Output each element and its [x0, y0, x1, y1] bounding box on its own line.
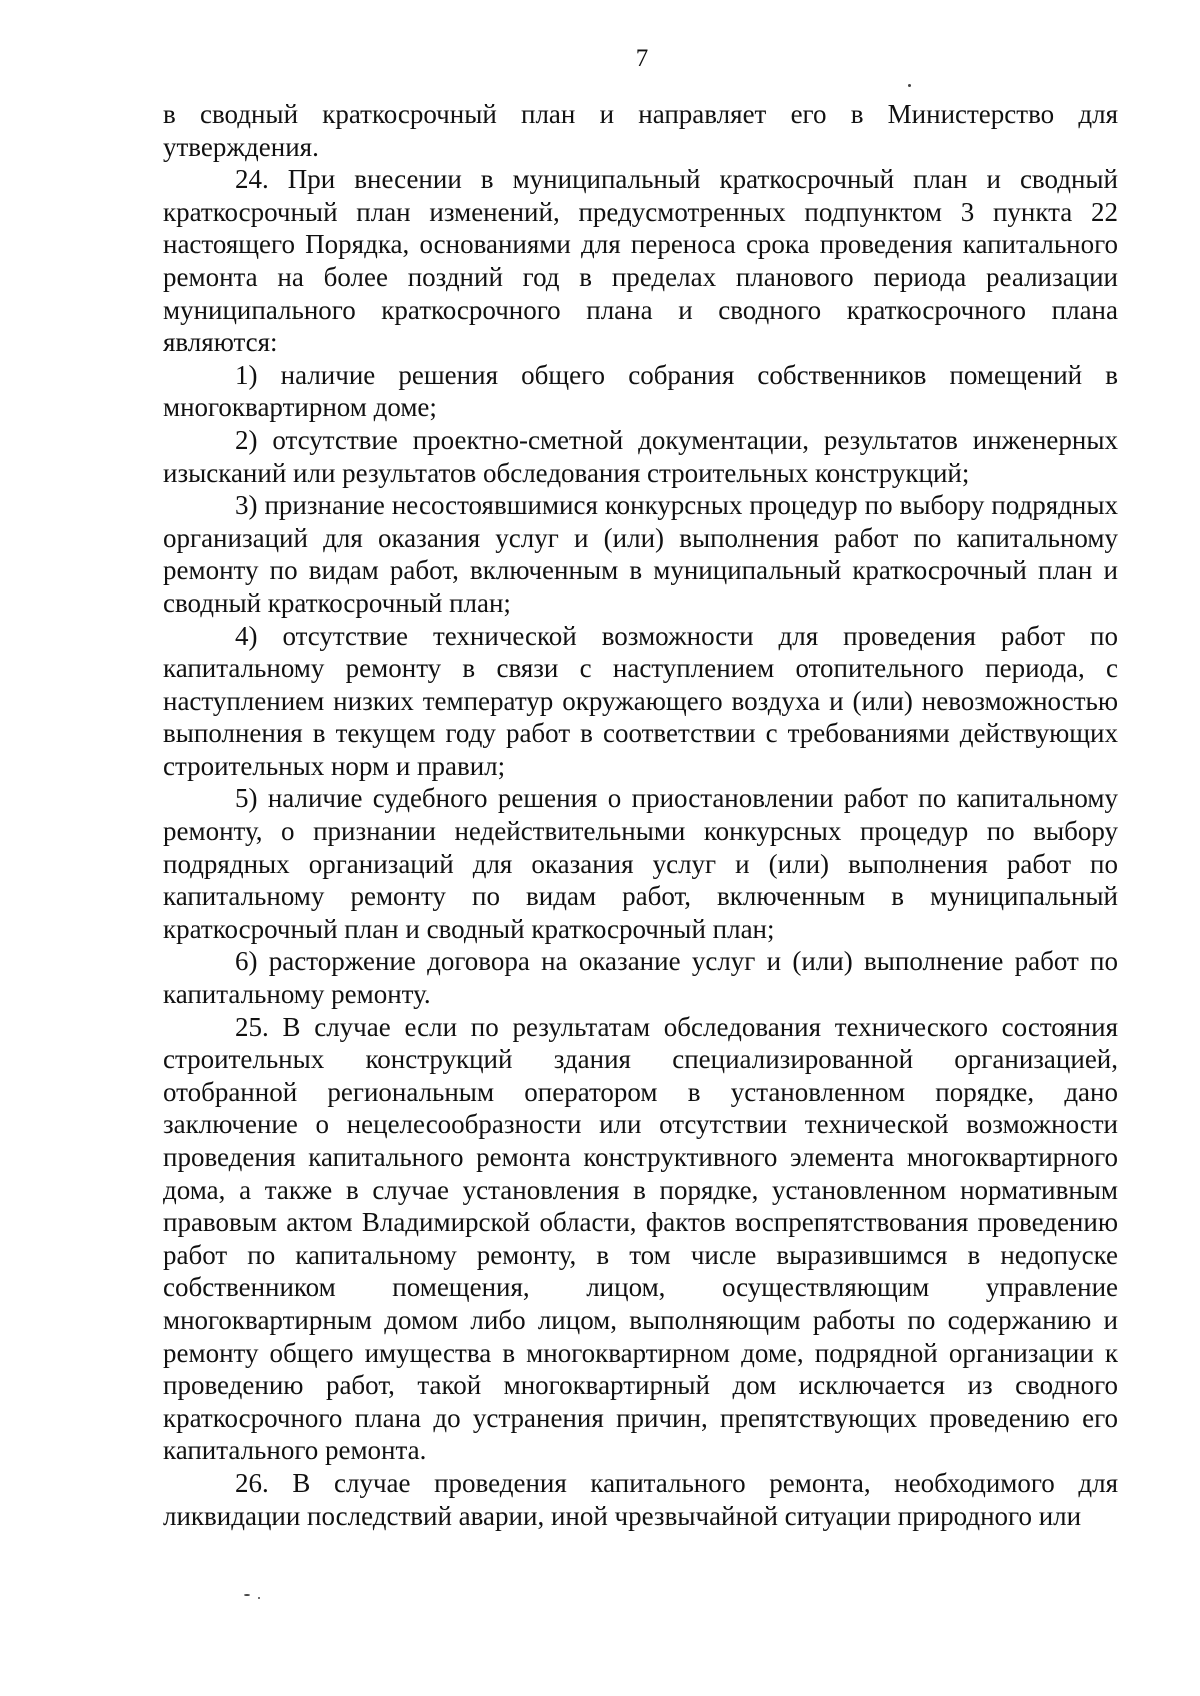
page-number: 7 [635, 45, 649, 72]
list-item-3: 3) признание несостоявшимися конкурсных процедур по выбору подрядных организаций для оказания услуг и (или) выполнения работ по капитальному ремонту по видам работ, включенным в муниципальный краткосрочный план и сводный краткосрочный план; [163, 490, 1118, 618]
scan-speck [244, 1594, 250, 1596]
document-body [163, 98, 1118, 1532]
paragraph-continuation: в сводный краткосрочный план и направляет его в Министерство для утверждения. [163, 99, 1118, 162]
list-item-5: 5) наличие судебного решения о приостановлении работ по капитальному ремонту, о признании недействительными конкурсных процедур по выбору подрядных организаций для оказания услуг и (или) выполнения работ по капитальному ремонту по видам работ, включенным в муниципальный краткосрочный план и сводный краткосрочный план; [163, 783, 1118, 944]
scan-speck [258, 1597, 260, 1599]
paragraph-24: 24. При внесении в муниципальный краткосрочный план и сводный краткосрочный план изменений, предусмотренных подпунктом 3 пункта 22 настоящего Порядка, основаниями для переноса срока проведения капитального ремонта на более поздний год в пределах планового периода реализации муниципального краткосрочного плана и сводного краткосрочного плана являются: [163, 164, 1118, 358]
paragraph-26: 26. В случае проведения капитального ремонта, необходимого для ликвидации последствий аварии, иной чрезвычайной ситуации природного или [163, 1467, 1118, 1531]
list-item-2: 2) отсутствие проектно-сметной документации, результатов инженерных изысканий или результатов обследования строительных конструкций; [163, 424, 1118, 488]
paragraph-25: 25. В случае если по результатам обследования технического состояния строительных конструкций здания специализированной организацией, отобранной региональным оператором в установленном порядке, дано заключение о нецелесообразности или отсутствии технической возможности проведения капитального ремонта конструктивного элемента многоквартирного дома, а также в случае установления в порядке, установленном нормативным правовым актом Владимирской области, фактов воспрепятствования проведению работ по капитальному ремонту, в том числе выразившимся в недопуске собственником помещения, лицом, осуществляющим управление многоквартирным домом либо лицом, выполняющим работы по содержанию и ремонту общего имущества в многоквартирном доме, подрядной организации к проведению работ, такой многоквартирный дом исключается из сводного краткосрочного плана до устранения причин, препятствующих проведению его капитального ремонта. [163, 1011, 1118, 1466]
list-item-4: 4) отсутствие технической возможности для проведения работ по капитальному ремонту в связи с наступлением отопительного периода, с наступлением низких температур окружающего воздуха и (или) невозможностью выполнения в текущем году работ в соответствии с требованиями действующих строительных норм и правил; [163, 620, 1118, 781]
list-item-6: 6) расторжение договора на оказание услуг и (или) выполнение работ по капитальному ремонту. [163, 946, 1118, 1010]
list-item-1: 1) наличие решения общего собрания собственников помещений в многоквартирном доме; [163, 359, 1118, 423]
scan-speck [908, 84, 911, 87]
